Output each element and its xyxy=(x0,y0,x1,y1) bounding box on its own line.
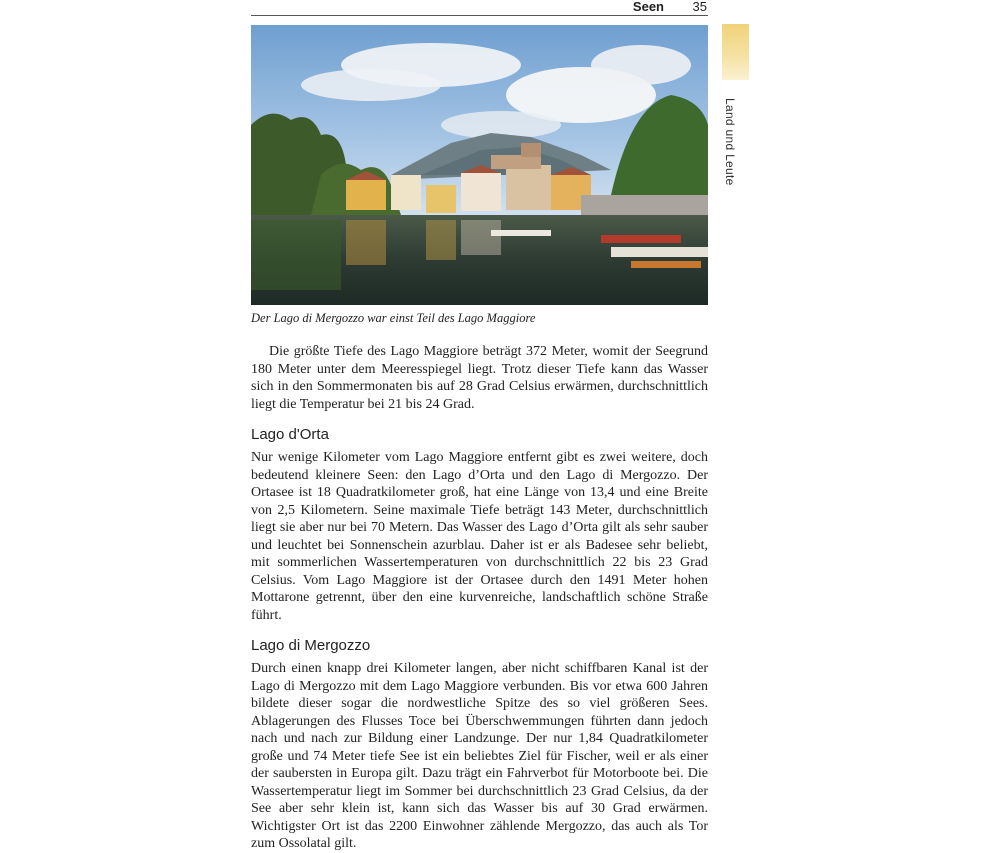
intro-paragraph: Die größte Tiefe des Lago Maggiore beträgt 372 Meter, womit der Seegrund 180 Meter unter dem Meeresspiegel liegt. Trotz dieser Tiefe kann das Wasser sich in den Sommermonaten bis auf 28 Grad Celsius erwärmen, durchschnittlich liegt die Temperatur bei 21 bis 24 Grad. xyxy=(251,344,708,412)
running-head-section: Seen xyxy=(632,0,664,14)
section-heading-orta: Lago d'Orta xyxy=(251,426,329,443)
section-heading-mergozzo: Lago di Mergozzo xyxy=(251,637,371,654)
chapter-tab xyxy=(722,24,749,80)
article-body xyxy=(251,343,708,853)
lake-photo xyxy=(251,25,708,305)
section-text-mergozzo: Durch einen knapp drei Kilometer langen, aber nicht schiffbaren Kanal ist der Lago di Mergozzo mit dem Lago Maggiore verbunden. Bis vor etwa 600 Jahren bildete dieser sogar die nordwestliche Spitze des so viel größeren Sees. Ablagerungen des Flusses Toce bei Überschwemmungen führten dann jedoch nach und nach zur Bildung einer Landzunge. Der nur 1,84 Quadratkilometer große und 74 Meter tiefe See ist ein beliebtes Ziel für Fischer, weil er als einer der saubersten in Europa gilt. Dazu trägt ein Fahrverbot für Motorboote bei. Die Wassertemperatur liegt im Sommer bei durchschnittlich 23 Grad Celsius, da der See aber sehr klein ist, kann sich das Wasser bis auf 30 Grad erwärmen. Wichtigster Ort ist das 2200 Einwohner zählende Mergozzo, das auch als Tor zum Ossolatal gilt. xyxy=(251,661,708,851)
page-header xyxy=(251,0,708,16)
chapter-side-label: Land und Leute xyxy=(723,98,737,186)
lake-photo-illustration xyxy=(251,25,708,305)
section-text-orta: Nur wenige Kilometer vom Lago Maggiore entfernt gibt es zwei weitere, doch bedeutend kleinere Seen: den Lago d’Orta und den Lago di Mergozzo. Der Ortasee ist 18 Quadratkilometer groß, hat eine Länge von 13,4 und eine Breite von 2,5 Kilometern. Seine maximale Tiefe beträgt 143 Meter, durchschnittlich liegt sie aber nur bei 70 Metern. Das Wasser des Lago d’Orta gilt als sehr sauber und leuchtet bei Sonnenschein azurblau. Daher ist er als Badesee sehr beliebt, mit sommerlichen Wassertemperaturen von durchschnittlich 22 bis 23 Grad Celsius. Vom Lago Maggiore ist der Ortasee durch den 1491 Meter hohen Mottarone getrennt, über den eine kurvenreiche, landschaftlich schöne Straße führt. xyxy=(251,450,708,623)
page-number: 35 xyxy=(692,0,707,14)
photo-caption: Der Lago di Mergozzo war einst Teil des Lago Maggiore xyxy=(251,311,536,325)
